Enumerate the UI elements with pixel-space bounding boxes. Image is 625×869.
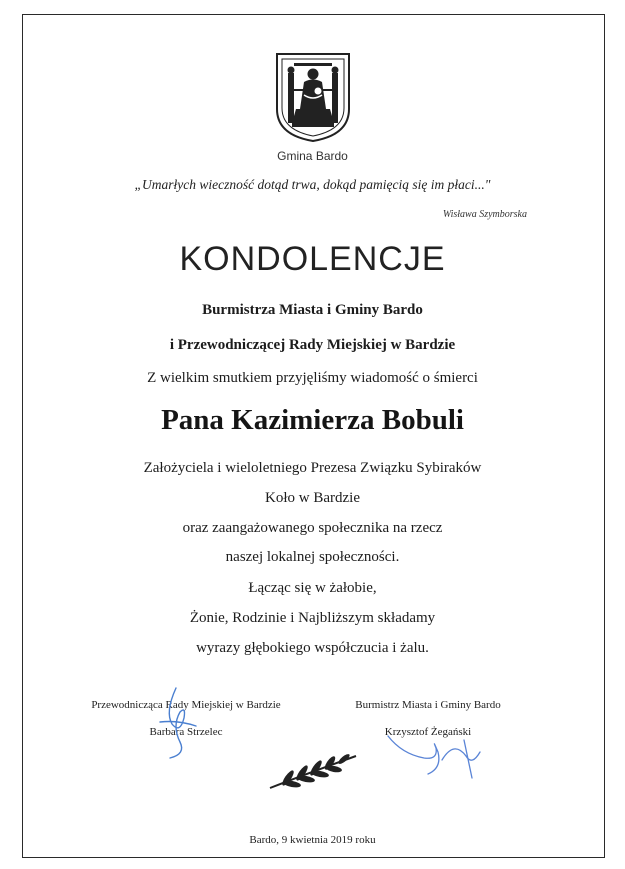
body-line: Koło w Bardzie <box>265 490 360 506</box>
place-and-date: Bardo, 9 kwietnia 2019 roku <box>249 834 376 846</box>
body-line: naszej lokalnej społeczności. <box>225 549 400 565</box>
coat-of-arms-icon <box>274 51 352 143</box>
wheat-ear-icon <box>266 750 360 792</box>
left-signatory-name: Barbara Strzelec <box>149 726 223 738</box>
left-signatory-role: Przewodnicząca Rady Miejskiej w Bardzie <box>91 699 281 711</box>
deceased-name: Pana Kazimierza Bobuli <box>161 404 464 436</box>
body-line: Łącząc się w żałobie, <box>248 580 377 596</box>
body-line: Założyciela i wieloletniego Prezesa Związku Sybiraków <box>143 460 482 476</box>
sender-line-1: Burmistrza Miasta i Gminy Bardo <box>202 302 423 318</box>
right-handwritten-signature <box>380 700 490 785</box>
document-title: KONDOLENCJE <box>179 240 446 278</box>
municipality-name: Gmina Bardo <box>277 149 348 163</box>
body-line: oraz zaangażowanego społecznika na rzecz <box>182 520 443 536</box>
right-signatory-role: Burmistrz Miasta i Gminy Bardo <box>355 699 501 711</box>
left-handwritten-signature <box>150 682 210 762</box>
body-line: Żonie, Rodzinie i Najbliższym składamy <box>189 610 436 626</box>
epigraph-author: Wisława Szymborska <box>442 209 527 220</box>
sender-line-2: i Przewodniczącej Rady Miejskiej w Bardzie <box>169 337 456 353</box>
epigraph-quote: „Umarłych wieczność dotąd trwa, dokąd pamięcią się im płaci..." <box>134 177 491 192</box>
right-signatory-name: Krzysztof Żegański <box>384 726 472 738</box>
body-line: wyrazy głębokiego współczucia i żalu. <box>196 640 429 656</box>
intro-text: Z wielkim smutkiem przyjęliśmy wiadomość o śmierci <box>147 370 478 386</box>
